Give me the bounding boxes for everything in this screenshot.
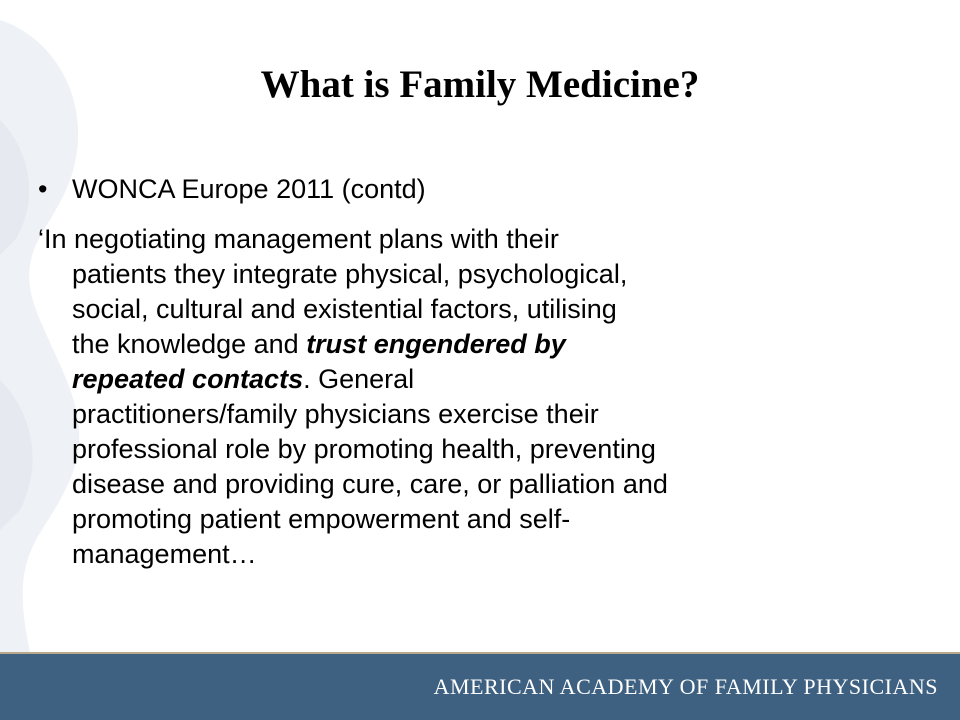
quote-text: professional role by promoting health, preventing bbox=[72, 434, 656, 464]
quote-text: patients they integrate physical, psychological, bbox=[72, 259, 628, 289]
bullet-symbol: • bbox=[38, 174, 48, 204]
slide-title: What is Family Medicine? bbox=[260, 63, 700, 106]
quote-text: management… bbox=[72, 539, 257, 569]
bullet-item bbox=[38, 172, 426, 206]
quote-text: practitioners/family physicians exercise their bbox=[72, 399, 599, 429]
quote-line bbox=[38, 467, 918, 502]
quote-line bbox=[38, 432, 918, 467]
quote-text: the knowledge and bbox=[72, 329, 307, 359]
quote-line bbox=[38, 292, 918, 327]
quote-text: ‘In negotiating management plans with their bbox=[38, 224, 559, 254]
footer-organization: AMERICAN ACADEMY OF FAMILY PHYSICIANS bbox=[433, 674, 938, 699]
quote-line bbox=[38, 397, 918, 432]
quote-line bbox=[38, 222, 918, 257]
quote-paragraph bbox=[38, 222, 918, 572]
bullet-text: WONCA Europe 2011 (contd) bbox=[72, 174, 426, 204]
quote-line bbox=[38, 257, 918, 292]
quote-line bbox=[38, 502, 918, 537]
quote-line bbox=[38, 327, 918, 362]
emphasized-text: repeated contacts bbox=[72, 364, 304, 394]
quote-text: promoting patient empowerment and self- bbox=[72, 504, 571, 534]
footer-bar bbox=[0, 652, 960, 720]
quote-text: . General bbox=[303, 364, 415, 394]
quote-text: social, cultural and existential factors, utilising bbox=[72, 294, 617, 324]
emphasized-text: trust engendered by bbox=[306, 329, 566, 359]
quote-line bbox=[38, 537, 918, 572]
quote-line bbox=[38, 362, 918, 397]
quote-text: disease and providing cure, care, or palliation and bbox=[72, 469, 668, 499]
